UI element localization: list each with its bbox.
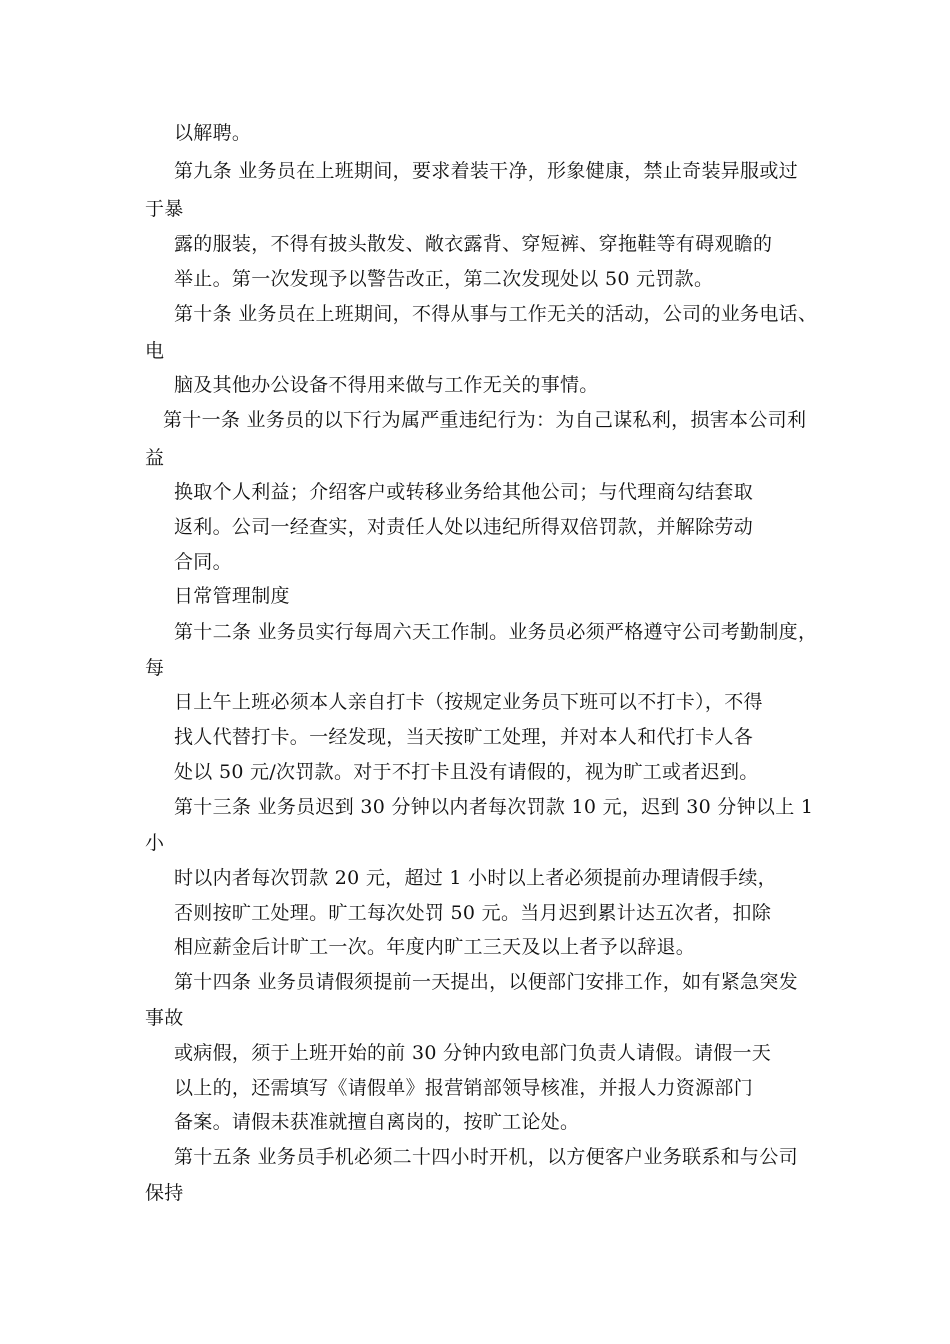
text-line: 保持 xyxy=(145,1182,184,1204)
text-line: 第九条 业务员在上班期间，要求着装干净，形象健康，禁止奇装异服或过 xyxy=(174,160,798,182)
text-line: 于暴 xyxy=(145,198,184,220)
text-line: 以解聘。 xyxy=(174,122,252,144)
text-line: 以上的，还需填写《请假单》报营销部领导核准，并报人力资源部门 xyxy=(174,1077,754,1099)
text-line: 第十五条 业务员手机必须二十四小时开机，以方便客户业务联系和与公司 xyxy=(174,1146,798,1168)
text-line: 脑及其他办公设备不得用来做与工作无关的事情。 xyxy=(174,374,599,396)
text-line: 备案。请假未获准就擅自离岗的，按旷工论处。 xyxy=(174,1111,580,1133)
text-line: 返利。公司一经查实，对责任人处以违纪所得双倍罚款，并解除劳动 xyxy=(174,516,754,538)
text-line: 第十三条 业务员迟到 30 分钟以内者每次罚款 10 元，迟到 30 分钟以上 1 xyxy=(174,796,814,818)
text-line: 时以内者每次罚款 20 元，超过 1 小时以上者必须提前办理请假手续， xyxy=(174,867,777,889)
text-line: 第十一条 业务员的以下行为属严重违纪行为：为自己谋私利，损害本公司利 xyxy=(163,409,807,431)
text-line: 小 xyxy=(145,832,165,854)
text-line: 找人代替打卡。一经发现，当天按旷工处理，并对本人和代打卡人各 xyxy=(174,726,754,748)
text-line: 第十二条 业务员实行每周六天工作制。业务员必须严格遵守公司考勤制度， xyxy=(174,621,818,643)
text-line: 相应薪金后计旷工一次。年度内旷工三天及以上者予以辞退。 xyxy=(174,936,696,958)
text-line: 换取个人利益；介绍客户或转移业务给其他公司；与代理商勾结套取 xyxy=(174,481,754,503)
section-heading: 日常管理制度 xyxy=(174,585,290,607)
text-line: 每 xyxy=(145,657,165,679)
text-line: 合同。 xyxy=(174,551,232,573)
text-line: 第十四条 业务员请假须提前一天提出，以便部门安排工作，如有紧急突发 xyxy=(174,971,798,993)
text-line: 益 xyxy=(145,447,165,469)
text-line: 事故 xyxy=(145,1007,184,1029)
text-line: 或病假，须于上班开始的前 30 分钟内致电部门负责人请假。请假一天 xyxy=(174,1042,772,1064)
text-line: 举止。第一次发现予以警告改正，第二次发现处以 50 元罚款。 xyxy=(174,268,714,290)
text-line: 第十条 业务员在上班期间，不得从事与工作无关的活动，公司的业务电话、 xyxy=(174,303,818,325)
text-line: 日上午上班必须本人亲自打卡（按规定业务员下班可以不打卡），不得 xyxy=(174,691,763,713)
text-line: 处以 50 元/次罚款。对于不打卡且没有请假的，视为旷工或者迟到。 xyxy=(174,761,759,783)
text-line: 电 xyxy=(145,340,165,362)
text-line: 露的服装，不得有披头散发、敞衣露背、穿短裤、穿拖鞋等有碍观瞻的 xyxy=(174,233,773,255)
text-line: 否则按旷工处理。旷工每次处罚 50 元。当月迟到累计达五次者，扣除 xyxy=(174,902,772,924)
